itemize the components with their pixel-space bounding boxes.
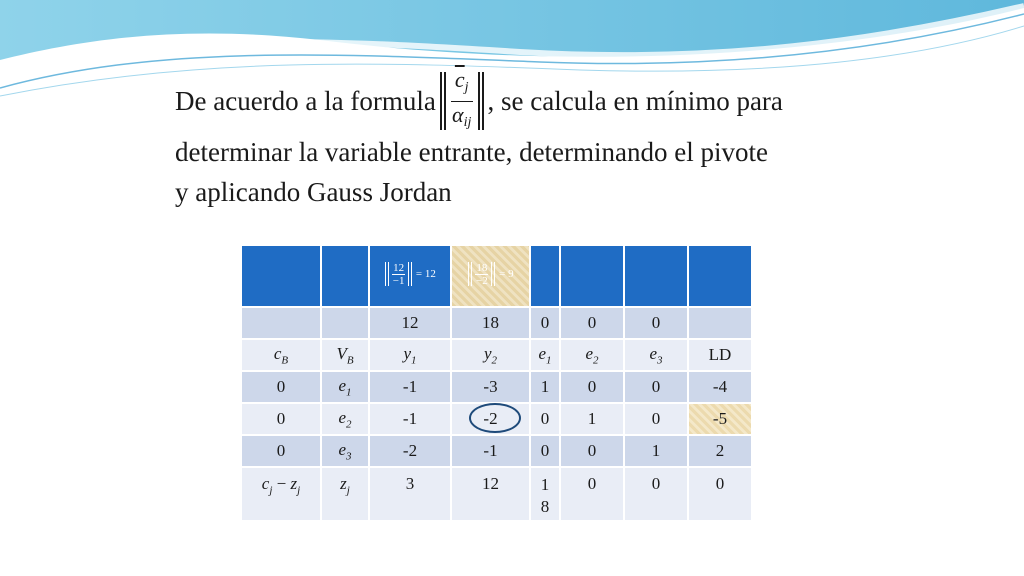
table-row: 0 $e_1$ -1 -3 1 0 0 -4 (241, 371, 752, 403)
variable-header-row: $c_B$ $V_B$ $y_1$ $y_2$ $e_1$ $e_2$ $e_3$ LD (241, 339, 752, 371)
explanation-paragraph (175, 66, 855, 212)
text-after-formula: , se calcula en mínimo para (487, 86, 783, 116)
cost-row: 12 18 0 0 0 (241, 307, 752, 339)
paragraph-line-3: y aplicando Gauss Jordan (175, 177, 452, 207)
ratio-cell-y2-minimum: 18 −2 = 9 (451, 245, 530, 307)
reduced-cost-row: $c_j - z_j$ $z_j$ 3 12 1 8 0 0 0 (241, 467, 752, 521)
paragraph-line-2: determinar la variable entrante, determinando el pivote (175, 137, 768, 167)
table-row: 0 $e_2$ -1 -2 0 1 0 -5 (241, 403, 752, 435)
leaving-variable-cell: -5 (688, 403, 752, 435)
simplex-table (240, 244, 753, 522)
text-before-formula: De acuerdo a la formula (175, 86, 436, 116)
ratio-row (241, 245, 752, 307)
ratio-cell-y1: 12 −1 = 12 (369, 245, 451, 307)
table-row: 0 $e_3$ -2 -1 0 0 1 2 (241, 435, 752, 467)
pivot-cell: -2 (451, 403, 530, 435)
paragraph-line-1 (175, 66, 855, 132)
ratio-formula: $\frac{\overline{c}_j}{\alpha_{ij}}$ (439, 67, 485, 136)
